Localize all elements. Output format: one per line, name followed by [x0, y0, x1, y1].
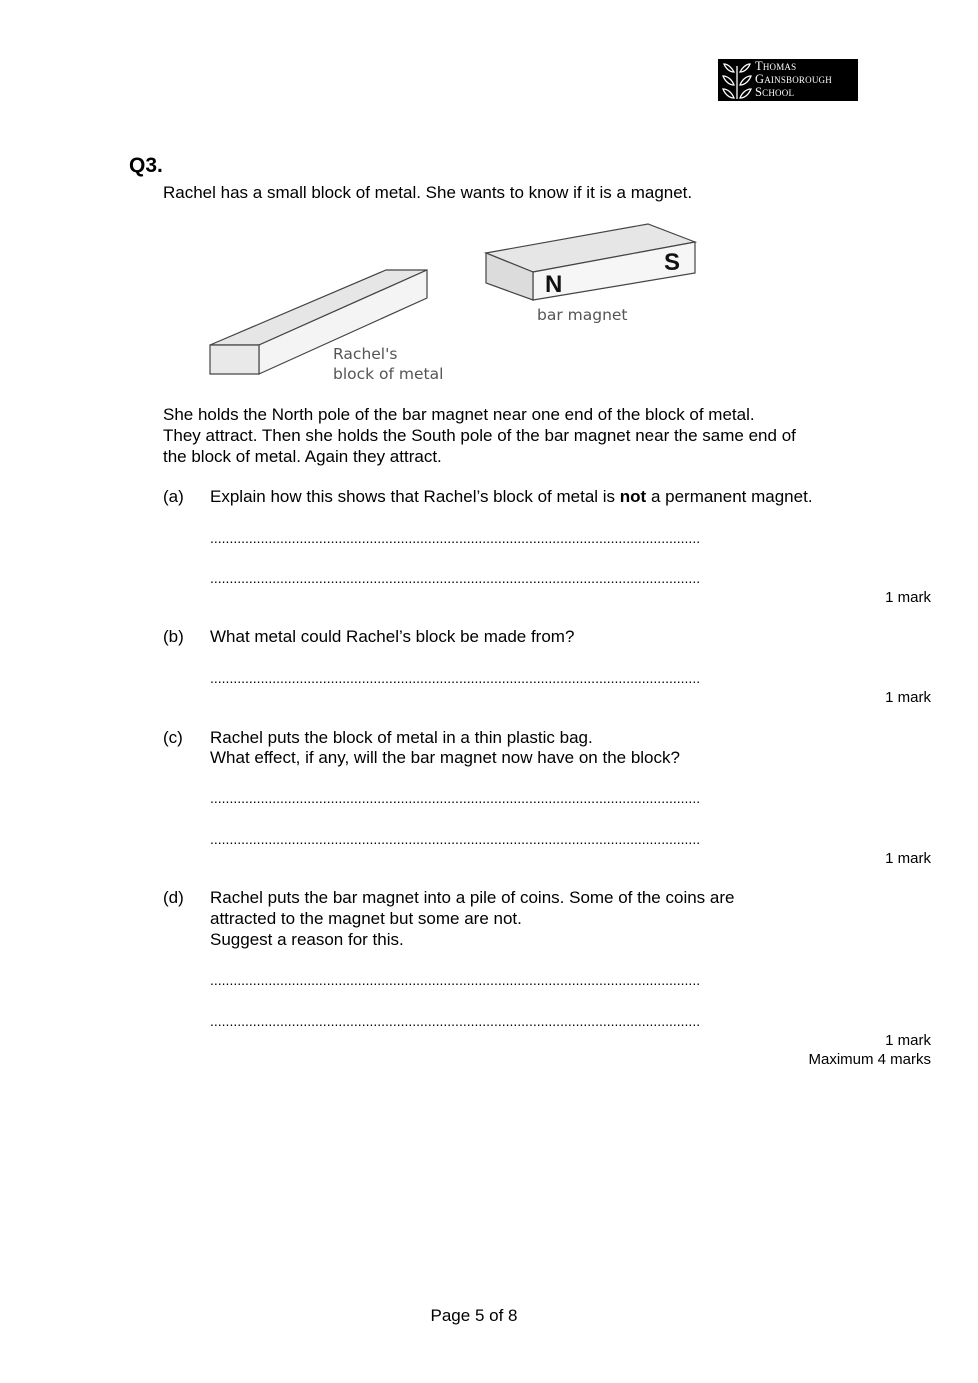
part-d-question-line: Suggest a reason for this. — [210, 930, 404, 949]
south-pole-label: S — [664, 249, 681, 276]
part-a-mark: 1 mark — [885, 589, 931, 606]
context-line: They attract. Then she holds the South pole of the bar magnet near the same end of — [163, 426, 796, 445]
logo-text-line: School — [755, 85, 795, 99]
part-a-question: Explain how this shows that Rachel’s block of metal is not a permanent magnet. — [210, 487, 813, 506]
magnet-diagram — [205, 220, 705, 390]
answer-line[interactable]: .............................................................................................................................. — [210, 530, 701, 546]
answer-line[interactable]: .............................................................................................................................. — [210, 972, 701, 988]
part-d-mark: 1 mark — [885, 1032, 931, 1049]
part-b-mark: 1 mark — [885, 689, 931, 706]
answer-line[interactable]: .............................................................................................................................. — [210, 570, 701, 586]
answer-line[interactable]: .............................................................................................................................. — [210, 670, 701, 686]
leaf-emblem-icon — [720, 60, 754, 100]
part-c-question-line: Rachel puts the block of metal in a thin plastic bag. — [210, 728, 593, 747]
context-line: She holds the North pole of the bar magnet near one end of the block of metal. — [163, 405, 755, 424]
part-b-question: What metal could Rachel’s block be made from? — [210, 627, 575, 646]
part-d-label: (d) — [163, 888, 184, 907]
block-label-line1: Rachel's — [333, 345, 398, 363]
part-d-question-line: Rachel puts the bar magnet into a pile of coins. Some of the coins are — [210, 888, 735, 907]
north-pole-label: N — [545, 271, 563, 298]
context-line: the block of metal. Again they attract. — [163, 447, 442, 466]
block-label-line2: block of metal — [333, 365, 444, 383]
answer-line[interactable]: .............................................................................................................................. — [210, 790, 701, 806]
answer-line[interactable]: .............................................................................................................................. — [210, 1013, 701, 1029]
part-c-mark: 1 mark — [885, 850, 931, 867]
maximum-marks: Maximum 4 marks — [808, 1051, 931, 1068]
logo-text-line: Thomas — [755, 59, 797, 73]
part-d-question-line: attracted to the magnet but some are not. — [210, 909, 522, 928]
bar-magnet-label: bar magnet — [537, 306, 628, 324]
part-b-label: (b) — [163, 627, 184, 646]
part-c-question-line: What effect, if any, will the bar magnet now have on the block? — [210, 748, 680, 767]
logo-text-line: Gainsborough — [755, 72, 832, 86]
school-logo — [718, 59, 858, 101]
part-a-label: (a) — [163, 487, 184, 506]
answer-line[interactable]: .............................................................................................................................. — [210, 831, 701, 847]
page-number: Page 5 of 8 — [430, 1306, 518, 1325]
part-c-label: (c) — [163, 728, 183, 747]
question-number: Q3. — [129, 154, 163, 177]
emphasis-not: not — [619, 487, 647, 506]
question-intro: Rachel has a small block of metal. She wants to know if it is a magnet. — [163, 183, 693, 202]
